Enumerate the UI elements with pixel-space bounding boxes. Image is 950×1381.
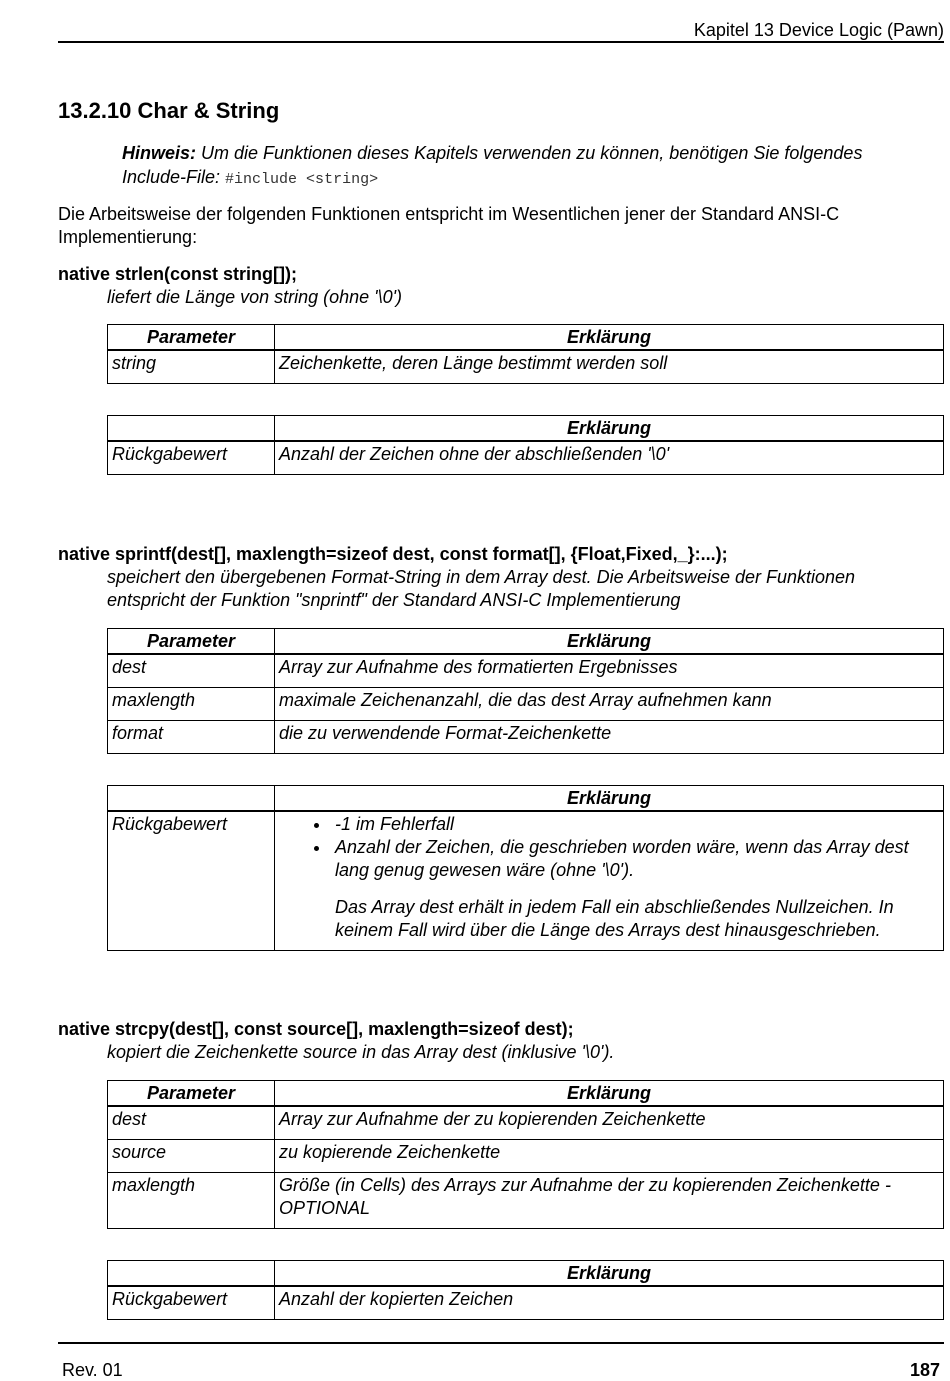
return-table-strlen xyxy=(107,415,944,475)
param-desc: zu kopierende Zeichenkette xyxy=(275,1140,944,1173)
column-header-erklaerung: Erklärung xyxy=(275,1081,944,1107)
column-header-parameter: Parameter xyxy=(108,629,275,655)
include-code: #include <string> xyxy=(225,171,379,188)
column-header-erklaerung: Erklärung xyxy=(275,786,944,812)
param-desc: die zu verwendende Format-Zeichenkette xyxy=(275,721,944,754)
table-row xyxy=(108,1140,944,1173)
return-note: Das Array dest erhält in jedem Fall ein abschließendes Nullzeichen. In keinem Fall wird über die Länge des Arrays dest hinausgeschrieben. xyxy=(335,897,894,940)
param-desc: Größe (in Cells) des Arrays zur Aufnahme der zu kopierenden Zeichenkette - OPTIONAL xyxy=(275,1173,944,1229)
return-label: Rückgabewert xyxy=(108,1286,275,1320)
list-item: • Anzahl der Zeichen, die geschrieben worden wäre, wenn das Array dest lang genug gewesen wäre (ohne '\0'). xyxy=(331,836,939,882)
hint-note xyxy=(122,141,912,192)
footer-revision: Rev. 01 xyxy=(62,1360,123,1380)
column-header-erklaerung: Erklärung xyxy=(275,1261,944,1287)
return-bullet-list xyxy=(279,813,939,882)
return-desc: Anzahl der Zeichen ohne der abschließenden '\0' xyxy=(275,441,944,475)
column-header-erklaerung: Erklärung xyxy=(275,629,944,655)
return-table-strcpy xyxy=(107,1260,944,1320)
return-label: Rückgabewert xyxy=(108,441,275,475)
column-header-empty xyxy=(108,1261,275,1287)
function-description-strlen: liefert die Länge von string (ohne '\0') xyxy=(107,287,403,307)
table-row xyxy=(108,441,944,475)
footer-rule xyxy=(58,1342,944,1344)
page-number: 187 xyxy=(909,1360,940,1380)
param-name: dest xyxy=(108,654,275,688)
return-desc xyxy=(275,811,944,951)
hint-text: Um die Funktionen dieses Kapitels verwenden zu können, benötigen Sie folgendes Include-File: xyxy=(122,143,863,187)
section-title: 13.2.10 Char & String xyxy=(58,98,280,123)
table-row xyxy=(108,811,944,951)
table-row xyxy=(108,1173,944,1229)
table-row xyxy=(108,721,944,754)
header-rule xyxy=(58,41,944,43)
return-label: Rückgabewert xyxy=(108,811,275,951)
params-table-strcpy xyxy=(107,1080,944,1229)
params-table-strlen xyxy=(107,324,944,384)
function-description-sprintf: speichert den übergebenen Format-String in dem Array dest. Die Arbeitsweise der Funktionen entspricht der Funktion "snprintf" der Standard ANSI-C Implementierung xyxy=(107,567,856,610)
column-header-erklaerung: Erklärung xyxy=(275,325,944,351)
param-desc: Array zur Aufnahme der zu kopierenden Zeichenkette xyxy=(275,1106,944,1140)
column-header-parameter: Parameter xyxy=(108,1081,275,1107)
return-desc: Anzahl der kopierten Zeichen xyxy=(275,1286,944,1320)
function-signature-sprintf: native sprintf(dest[], maxlength=sizeof dest, const format[], {Float,Fixed,_}:...); xyxy=(58,544,728,564)
params-table-sprintf xyxy=(107,628,944,754)
param-name: maxlength xyxy=(108,1173,275,1229)
page-header-chapter: Kapitel 13 Device Logic (Pawn) xyxy=(693,20,944,40)
param-name: format xyxy=(108,721,275,754)
param-desc: Zeichenkette, deren Länge bestimmt werden soll xyxy=(275,350,944,384)
table-row xyxy=(108,654,944,688)
list-item: • -1 im Fehlerfall xyxy=(331,813,939,836)
function-signature-strlen: native strlen(const string[]); xyxy=(58,264,298,284)
table-row xyxy=(108,688,944,721)
column-header-erklaerung: Erklärung xyxy=(275,416,944,442)
intro-paragraph: Die Arbeitsweise der folgenden Funktionen entspricht im Wesentlichen jener der Standard ANSI-C Implementierung: xyxy=(58,204,840,247)
return-table-sprintf xyxy=(107,785,944,951)
param-desc: Array zur Aufnahme des formatierten Ergebnisses xyxy=(275,654,944,688)
function-description-strcpy: kopiert die Zeichenkette source in das Array dest (inklusive '\0'). xyxy=(107,1042,615,1062)
param-name: dest xyxy=(108,1106,275,1140)
param-name: string xyxy=(108,350,275,384)
column-header-empty xyxy=(108,786,275,812)
table-row xyxy=(108,1286,944,1320)
table-row xyxy=(108,350,944,384)
param-name: maxlength xyxy=(108,688,275,721)
function-signature-strcpy: native strcpy(dest[], const source[], maxlength=sizeof dest); xyxy=(58,1019,574,1039)
hint-label: Hinweis: xyxy=(122,143,197,163)
table-row xyxy=(108,1106,944,1140)
column-header-parameter: Parameter xyxy=(108,325,275,351)
param-name: source xyxy=(108,1140,275,1173)
param-desc: maximale Zeichenanzahl, die das dest Array aufnehmen kann xyxy=(275,688,944,721)
column-header-empty xyxy=(108,416,275,442)
